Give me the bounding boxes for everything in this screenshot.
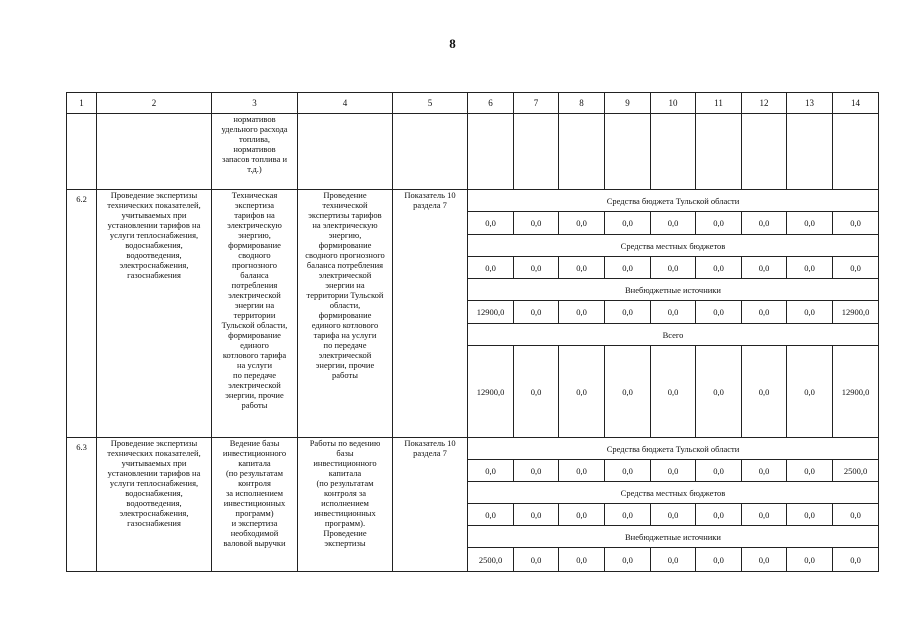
funding-source-caption: Средства бюджета Тульской области (468, 438, 879, 460)
item-number: 6.3 (67, 438, 97, 572)
funding-value: 0,0 (605, 460, 651, 482)
measure-description: Проведение экспертизы технических показателей, учитываемых при установлении тарифов на услуги теплоснабжения, водоснабжения, водоотведения, электроснабжения, газоснабжения (97, 438, 212, 572)
funding-value: 0,0 (514, 548, 559, 572)
funding-value: 12900,0 (833, 301, 879, 324)
funding-value: 0,0 (742, 346, 787, 438)
header-cell: 8 (559, 93, 605, 114)
funding-value: 0,0 (468, 504, 514, 526)
header-cell: 12 (742, 93, 787, 114)
empty-cell (787, 114, 833, 190)
funding-value: 0,0 (787, 548, 833, 572)
funding-value: 0,0 (696, 548, 742, 572)
item-number: 6.2 (67, 190, 97, 438)
funding-value: 0,0 (742, 257, 787, 279)
empty-cell (514, 114, 559, 190)
funding-value: 0,0 (514, 460, 559, 482)
funding-value: 0,0 (559, 504, 605, 526)
funding-value: 0,0 (787, 301, 833, 324)
funding-value: 0,0 (787, 257, 833, 279)
header-cell: 9 (605, 93, 651, 114)
funding-source-caption: Внебюджетные источники (468, 279, 879, 301)
header-cell: 6 (468, 93, 514, 114)
funding-value: 0,0 (514, 301, 559, 324)
activity-description: Техническая экспертиза тарифов на электрическую энергию, формирование сводного прогнозного баланса потребления электрической энергии на территории Тульской области, формирование единого котлового тарифа на услуги по передаче электрической энергии, прочие работы (212, 190, 298, 438)
empty-cell (696, 114, 742, 190)
continuation-cell: нормативов удельного расхода топлива, нормативов запасов топлива и т.д.) (212, 114, 298, 190)
header-cell: 1 (67, 93, 97, 114)
funding-value: 0,0 (787, 504, 833, 526)
funding-value: 0,0 (696, 257, 742, 279)
funding-value: 0,0 (651, 212, 696, 235)
header-row (67, 93, 879, 114)
funding-value: 12900,0 (833, 346, 879, 438)
empty-cell (559, 114, 605, 190)
funding-value: 0,0 (787, 460, 833, 482)
funding-value: 0,0 (742, 301, 787, 324)
funding-value: 0,0 (696, 460, 742, 482)
funding-source-caption: Средства местных бюджетов (468, 482, 879, 504)
header-cell: 7 (514, 93, 559, 114)
indicator-reference: Показатель 10 раздела 7 (393, 438, 468, 572)
funding-value: 0,0 (468, 460, 514, 482)
funding-value: 0,0 (651, 257, 696, 279)
empty-cell (298, 114, 393, 190)
empty-cell (742, 114, 787, 190)
funding-value: 0,0 (651, 504, 696, 526)
funding-value: 0,0 (651, 301, 696, 324)
header-cell: 10 (651, 93, 696, 114)
funding-value: 0,0 (651, 460, 696, 482)
empty-cell (393, 114, 468, 190)
indicator-reference: Показатель 10 раздела 7 (393, 190, 468, 438)
funding-value: 0,0 (514, 212, 559, 235)
funding-value: 0,0 (559, 257, 605, 279)
empty-cell (833, 114, 879, 190)
funding-value: 0,0 (787, 212, 833, 235)
funding-value: 0,0 (514, 346, 559, 438)
funding-value: 0,0 (605, 548, 651, 572)
funding-value: 0,0 (651, 548, 696, 572)
funding-value: 12900,0 (468, 346, 514, 438)
header-cell: 14 (833, 93, 879, 114)
empty-cell (651, 114, 696, 190)
funding-value: 0,0 (696, 301, 742, 324)
funding-source-row (67, 438, 879, 460)
funding-value: 0,0 (605, 301, 651, 324)
funding-value: 0,0 (559, 460, 605, 482)
funding-value: 0,0 (833, 257, 879, 279)
empty-cell (468, 114, 514, 190)
funding-value: 0,0 (696, 504, 742, 526)
funding-value: 2500,0 (468, 548, 514, 572)
funding-value: 0,0 (605, 212, 651, 235)
empty-cell (605, 114, 651, 190)
program-table (66, 92, 879, 572)
funding-source-caption: Внебюджетные источники (468, 526, 879, 548)
work-description: Проведение технической экспертизы тарифов на электрическую энергию, формирование сводного прогнозного баланса потребления электрической энергии на территории Тульской области, формирование единого котлового тарифа на услуги по передаче электрической энергии, прочие работы (298, 190, 393, 438)
empty-cell (97, 114, 212, 190)
funding-value: 0,0 (559, 548, 605, 572)
funding-value: 0,0 (696, 346, 742, 438)
funding-value: 0,0 (742, 212, 787, 235)
funding-value: 0,0 (605, 346, 651, 438)
funding-value: 0,0 (468, 257, 514, 279)
funding-value: 0,0 (833, 548, 879, 572)
funding-source-caption: Всего (468, 324, 879, 346)
empty-cell (67, 114, 97, 190)
header-cell: 5 (393, 93, 468, 114)
funding-value: 0,0 (651, 346, 696, 438)
header-cell: 2 (97, 93, 212, 114)
funding-value: 0,0 (468, 212, 514, 235)
header-cell: 13 (787, 93, 833, 114)
funding-value: 0,0 (514, 504, 559, 526)
funding-value: 0,0 (742, 504, 787, 526)
funding-value: 0,0 (514, 257, 559, 279)
funding-value: 2500,0 (833, 460, 879, 482)
work-description: Работы по ведению базы инвестиционного капитала (по результатам контроля за исполнением инвестиционных программ). Проведение экспертизы (298, 438, 393, 572)
activity-description: Ведение базы инвестиционного капитала (по результатам контроля за исполнением инвестиционных программ) и экспертиза необходимой валовой выручки (212, 438, 298, 572)
funding-value: 0,0 (559, 301, 605, 324)
funding-value: 0,0 (605, 504, 651, 526)
header-cell: 11 (696, 93, 742, 114)
continuation-row (67, 114, 879, 190)
funding-value: 0,0 (559, 212, 605, 235)
funding-source-row (67, 190, 879, 212)
funding-source-caption: Средства местных бюджетов (468, 235, 879, 257)
header-cell: 4 (298, 93, 393, 114)
funding-value: 12900,0 (468, 301, 514, 324)
measure-description: Проведение экспертизы технических показателей, учитываемых при установлении тарифов на услуги теплоснабжения, водоснабжения, водоотведения, электроснабжения, газоснабжения (97, 190, 212, 438)
header-cell: 3 (212, 93, 298, 114)
funding-value: 0,0 (742, 460, 787, 482)
funding-value: 0,0 (787, 346, 833, 438)
funding-value: 0,0 (696, 212, 742, 235)
funding-value: 0,0 (605, 257, 651, 279)
funding-value: 0,0 (833, 504, 879, 526)
funding-source-caption: Средства бюджета Тульской области (468, 190, 879, 212)
funding-value: 0,0 (833, 212, 879, 235)
page-number: 8 (449, 36, 456, 51)
funding-value: 0,0 (559, 346, 605, 438)
funding-value: 0,0 (742, 548, 787, 572)
